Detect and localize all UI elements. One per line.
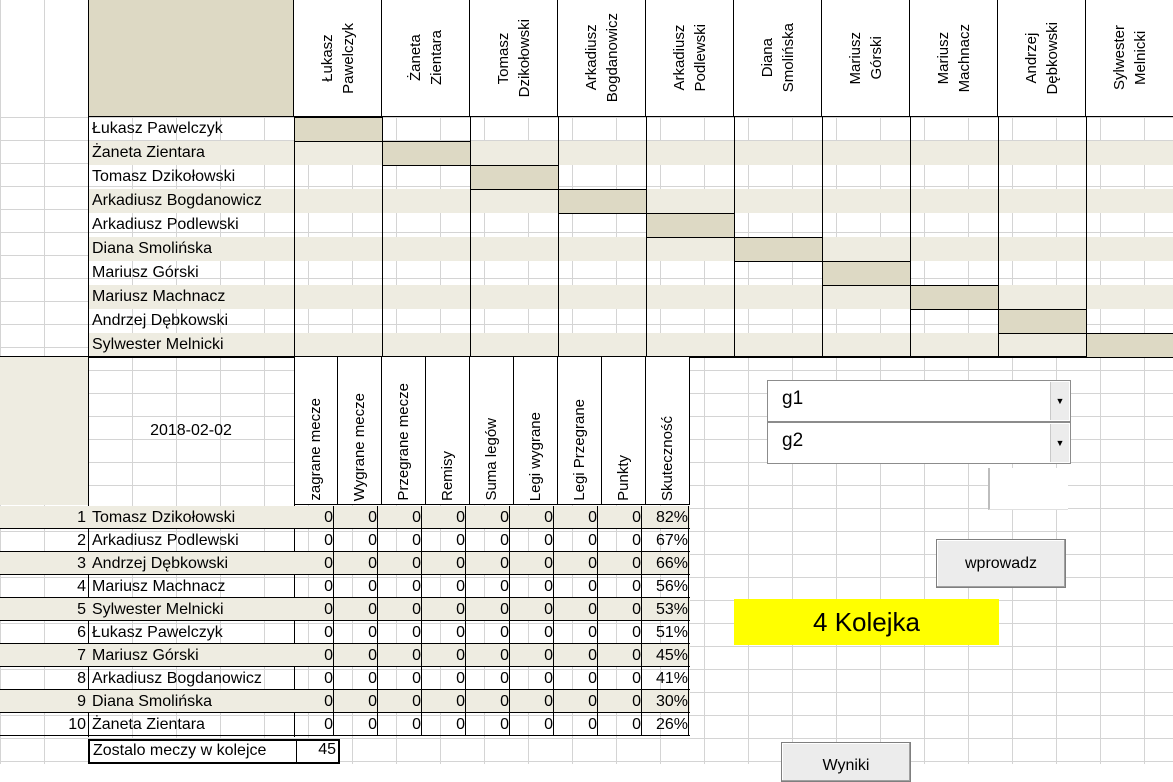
- stats-value-cell: 0: [470, 598, 510, 621]
- matrix-diagonal-cell: [470, 165, 559, 190]
- matrix-row-name: Mariusz Górski: [92, 264, 199, 281]
- stats-value-cell: 0: [514, 598, 554, 621]
- stats-value-cell: 0: [558, 552, 598, 575]
- stats-value-cell: 0: [558, 575, 598, 598]
- stats-rank: 4: [77, 578, 86, 595]
- matrix-row-band: [88, 333, 1173, 357]
- stats-value-cell: 0: [470, 621, 510, 644]
- stats-row: [0, 713, 690, 736]
- results-button[interactable]: [781, 742, 911, 782]
- matrix-diagonal-cell: [1086, 333, 1173, 358]
- matrix-diagonal-cell: [910, 285, 999, 310]
- stats-effectiveness: 51%: [646, 621, 689, 644]
- matrix-diagonal-cell: [822, 261, 911, 286]
- stats-effectiveness: 26%: [646, 713, 689, 736]
- stats-value-cell: 0: [294, 713, 334, 736]
- stats-value-cell: 0: [514, 529, 554, 552]
- stats-value-cell: 0: [294, 598, 334, 621]
- matrix-column-header: [382, 0, 470, 117]
- stats-value-cell: 0: [558, 506, 598, 529]
- stats-player-name: Arkadiusz Bogdanowicz: [92, 670, 262, 687]
- stats-player-name: Łukasz Pawelczyk: [92, 624, 223, 641]
- stats-rank: 3: [77, 555, 86, 572]
- stats-header-label: Przegrane mecze: [395, 383, 412, 501]
- player2-combobox[interactable]: [767, 422, 1071, 464]
- stats-value-cell: 0: [338, 690, 378, 713]
- stats-value-cell: 0: [470, 552, 510, 575]
- matrix-diagonal-cell: [998, 309, 1087, 334]
- matrix-column-header: [998, 0, 1086, 117]
- stats-value-cell: 0: [602, 713, 642, 736]
- stats-value-cell: 0: [514, 506, 554, 529]
- stats-header-cell: [382, 357, 426, 505]
- stats-player-name: Żaneta Zientara: [92, 716, 205, 733]
- matrix-corner: [88, 0, 294, 117]
- matrix-column-header-label: Tomasz Dzikołowski: [494, 18, 533, 98]
- matrix-column-header: [646, 0, 734, 117]
- stats-header-label: Legi wygrane: [527, 411, 544, 501]
- stats-value-cell: 0: [602, 575, 642, 598]
- matrix-column-header-label: Arkadiusz Podlewski: [670, 24, 709, 92]
- stats-row: [0, 644, 690, 667]
- stats-value-cell: 0: [602, 506, 642, 529]
- stats-player-name: Mariusz Machnacz: [92, 578, 226, 595]
- stats-header-label: Skuteczność: [659, 415, 676, 501]
- matrix-diagonal-cell: [294, 117, 383, 142]
- stats-value-cell: 0: [602, 552, 642, 575]
- stats-value-cell: 0: [602, 644, 642, 667]
- stats-row: [0, 529, 690, 552]
- stats-header-label: zagrane mecze: [307, 398, 324, 501]
- stats-value-cell: 0: [338, 506, 378, 529]
- player1-combobox-value: g1: [782, 388, 804, 409]
- stats-value-cell: 0: [338, 598, 378, 621]
- stats-effectiveness: 41%: [646, 667, 689, 690]
- stats-row: [0, 552, 690, 575]
- stats-value-cell: 0: [558, 690, 598, 713]
- result-input-box[interactable]: [988, 468, 1068, 510]
- stats-value-cell: 0: [426, 713, 466, 736]
- enter-result-button-label: wprowadz: [964, 554, 1038, 572]
- stats-header-cell: [602, 357, 646, 505]
- matrix-row-name: Tomasz Dzikołowski: [92, 168, 236, 185]
- stats-rank: 2: [77, 532, 86, 549]
- stats-header-label: Suma legów: [483, 418, 500, 501]
- player2-combobox-value: g2: [782, 430, 804, 451]
- stats-value-cell: 0: [338, 529, 378, 552]
- matrix-diagonal-cell: [734, 237, 823, 262]
- matrix-left-border: [88, 0, 89, 357]
- stats-value-cell: 0: [294, 621, 334, 644]
- stats-header-cell: [470, 357, 514, 505]
- stats-value-cell: 0: [338, 667, 378, 690]
- round-indicator: [734, 599, 999, 645]
- stats-value-cell: 0: [558, 529, 598, 552]
- stats-value-cell: 0: [382, 575, 422, 598]
- stats-value-cell: 0: [426, 644, 466, 667]
- stats-value-cell: 0: [294, 506, 334, 529]
- stats-rank: 1: [77, 509, 86, 526]
- stats-player-name: Sylwester Melnicki: [92, 601, 224, 618]
- stats-value-cell: 0: [470, 690, 510, 713]
- stats-value-cell: 0: [514, 644, 554, 667]
- stats-value-cell: 0: [558, 667, 598, 690]
- stats-value-cell: 0: [426, 667, 466, 690]
- stats-player-name: Mariusz Górski: [92, 647, 199, 664]
- matrix-row-name: Arkadiusz Bogdanowicz: [92, 192, 262, 209]
- stats-header-label: Remisy: [439, 450, 456, 501]
- matrix-column-header-label: Żaneta Zientara: [406, 30, 445, 86]
- stats-rank: 9: [77, 693, 86, 710]
- stats-row: [0, 621, 690, 644]
- stats-value-cell: 0: [426, 506, 466, 529]
- stats-value-cell: 0: [338, 552, 378, 575]
- stats-value-cell: 0: [514, 690, 554, 713]
- stats-value-cell: 0: [470, 506, 510, 529]
- round-label: 4 Kolejka: [813, 606, 920, 637]
- stats-value-cell: 0: [470, 667, 510, 690]
- stats-value-cell: 0: [382, 506, 422, 529]
- matrix-column-header: [1086, 0, 1173, 117]
- stats-player-name: Arkadiusz Podlewski: [92, 532, 239, 549]
- matrix-row-name: Łukasz Pawelczyk: [92, 120, 223, 137]
- stats-value-cell: 0: [338, 644, 378, 667]
- stats-effectiveness: 67%: [646, 529, 689, 552]
- matrix-column-header: [910, 0, 998, 117]
- stats-header-label: Punkty: [615, 455, 632, 501]
- stats-player-name: Diana Smolińska: [92, 693, 213, 710]
- stats-rank: 5: [77, 601, 86, 618]
- stats-rank: 7: [77, 647, 86, 664]
- matrix-row-name: Andrzej Dębkowski: [92, 312, 229, 329]
- stats-value-cell: 0: [294, 552, 334, 575]
- stats-value-cell: 0: [382, 621, 422, 644]
- enter-result-button[interactable]: [936, 539, 1066, 588]
- stats-value-cell: 0: [338, 713, 378, 736]
- matrix-column-header-label: Andrzej Dębkowski: [1022, 21, 1061, 95]
- stats-value-cell: 0: [558, 598, 598, 621]
- stats-row: [0, 690, 690, 713]
- stats-value-cell: 0: [470, 644, 510, 667]
- stats-value-cell: 0: [426, 690, 466, 713]
- stats-effectiveness: 30%: [646, 690, 689, 713]
- matrix-column-header-label: Mariusz Machnacz: [934, 23, 973, 93]
- stats-value-cell: 0: [294, 690, 334, 713]
- stats-value-cell: 0: [514, 575, 554, 598]
- stats-value-cell: 0: [514, 667, 554, 690]
- stats-header-label: Wygrane mecze: [351, 392, 368, 501]
- stats-value-cell: 0: [426, 598, 466, 621]
- stats-value-cell: 0: [382, 644, 422, 667]
- stats-value-cell: 0: [294, 667, 334, 690]
- stats-value-cell: 0: [338, 575, 378, 598]
- chevron-down-icon[interactable]: ▼: [1050, 424, 1069, 462]
- stats-value-cell: 0: [426, 575, 466, 598]
- stats-value-cell: 0: [602, 529, 642, 552]
- stats-value-cell: 0: [426, 621, 466, 644]
- stats-value-cell: 0: [382, 713, 422, 736]
- stats-value-cell: 0: [602, 621, 642, 644]
- stats-value-cell: 0: [602, 690, 642, 713]
- matrix-row-name: Żaneta Zientara: [92, 144, 205, 161]
- stats-value-cell: 0: [382, 598, 422, 621]
- chevron-down-icon[interactable]: ▼: [1050, 382, 1069, 420]
- stats-value-cell: 0: [338, 621, 378, 644]
- matrix-row-band: [88, 285, 1173, 309]
- matrix-diagonal-cell: [558, 189, 647, 214]
- stats-value-cell: 0: [514, 552, 554, 575]
- matrix-row-name: Arkadiusz Podlewski: [92, 216, 239, 233]
- remaining-matches-label: Zostalo meczy w kolejce: [93, 742, 267, 759]
- matrix-column-header: [470, 0, 558, 117]
- matrix-row-name: Diana Smolińska: [92, 240, 213, 257]
- stats-effectiveness: 45%: [646, 644, 689, 667]
- stats-value-cell: 0: [514, 713, 554, 736]
- stats-value-cell: 0: [426, 529, 466, 552]
- stats-rank: 8: [77, 670, 86, 687]
- results-button-label: Wyniki: [822, 757, 870, 774]
- matrix-column-header-label: Sylwester Melnicki: [1110, 25, 1149, 91]
- stats-row: [0, 667, 690, 690]
- stats-value-cell: 0: [558, 644, 598, 667]
- stats-value-cell: 0: [426, 552, 466, 575]
- stats-header-cell: [514, 357, 558, 505]
- stats-corner: [0, 357, 88, 505]
- stats-value-cell: 0: [602, 667, 642, 690]
- stats-header-cell: [646, 357, 690, 505]
- stats-header-cell: [558, 357, 602, 505]
- remaining-matches-box: [88, 739, 340, 764]
- stats-value-cell: 0: [558, 621, 598, 644]
- matrix-column-header-label: Łukasz Pawelczyk: [318, 22, 357, 94]
- matrix-row-band: [88, 141, 1173, 165]
- matrix-column-divider: [558, 117, 559, 357]
- stats-value-cell: 0: [470, 529, 510, 552]
- stats-value-cell: 0: [382, 552, 422, 575]
- stats-effectiveness: 66%: [646, 552, 689, 575]
- stats-header-cell: [426, 357, 470, 505]
- matrix-column-header: [558, 0, 646, 117]
- matrix-column-divider: [910, 117, 911, 357]
- stats-row: [0, 598, 690, 621]
- matrix-diagonal-cell: [646, 213, 735, 238]
- stats-value-cell: 0: [602, 598, 642, 621]
- matrix-row-name: Mariusz Machnacz: [92, 288, 226, 305]
- player1-combobox[interactable]: [767, 380, 1071, 422]
- matrix-column-divider: [294, 117, 295, 357]
- stats-value-cell: 0: [382, 667, 422, 690]
- stats-date: 2018-02-02: [150, 422, 232, 439]
- stats-player-name: Tomasz Dzikołowski: [92, 509, 236, 526]
- matrix-row-name: Sylwester Melnicki: [92, 336, 224, 353]
- matrix-column-header-label: Arkadiusz Bogdanowicz: [582, 13, 621, 103]
- matrix-diagonal-cell: [382, 141, 471, 166]
- stats-effectiveness: 53%: [646, 598, 689, 621]
- stats-player-name: Andrzej Dębkowski: [92, 555, 229, 572]
- matrix-column-header: [822, 0, 910, 117]
- stats-effectiveness: 82%: [646, 506, 689, 529]
- matrix-column-header: [734, 0, 822, 117]
- stats-value-cell: 0: [470, 713, 510, 736]
- stats-value-cell: 0: [514, 621, 554, 644]
- stats-header-label: Legi Przegrane: [571, 399, 588, 501]
- stats-header-cell: [294, 357, 338, 505]
- stats-row: [0, 575, 690, 598]
- stats-row: [0, 506, 690, 529]
- matrix-column-header-label: Mariusz Górski: [846, 31, 885, 85]
- matrix-column-header: [294, 0, 382, 117]
- stats-rank: 10: [68, 716, 86, 733]
- stats-effectiveness: 56%: [646, 575, 689, 598]
- matrix-column-header-label: Diana Smolińska: [758, 23, 797, 93]
- stats-value-cell: 0: [294, 575, 334, 598]
- stats-value-cell: 0: [294, 529, 334, 552]
- stats-value-cell: 0: [558, 713, 598, 736]
- matrix-row-band: [88, 237, 1173, 261]
- stats-rank: 6: [77, 624, 86, 641]
- stats-value-cell: 0: [470, 575, 510, 598]
- stats-header-cell: [338, 357, 382, 505]
- stats-value-cell: 0: [382, 529, 422, 552]
- stats-value-cell: 0: [294, 644, 334, 667]
- stats-date-cell: [88, 357, 294, 505]
- remaining-matches-value: 45: [296, 741, 340, 762]
- stats-value-cell: 0: [382, 690, 422, 713]
